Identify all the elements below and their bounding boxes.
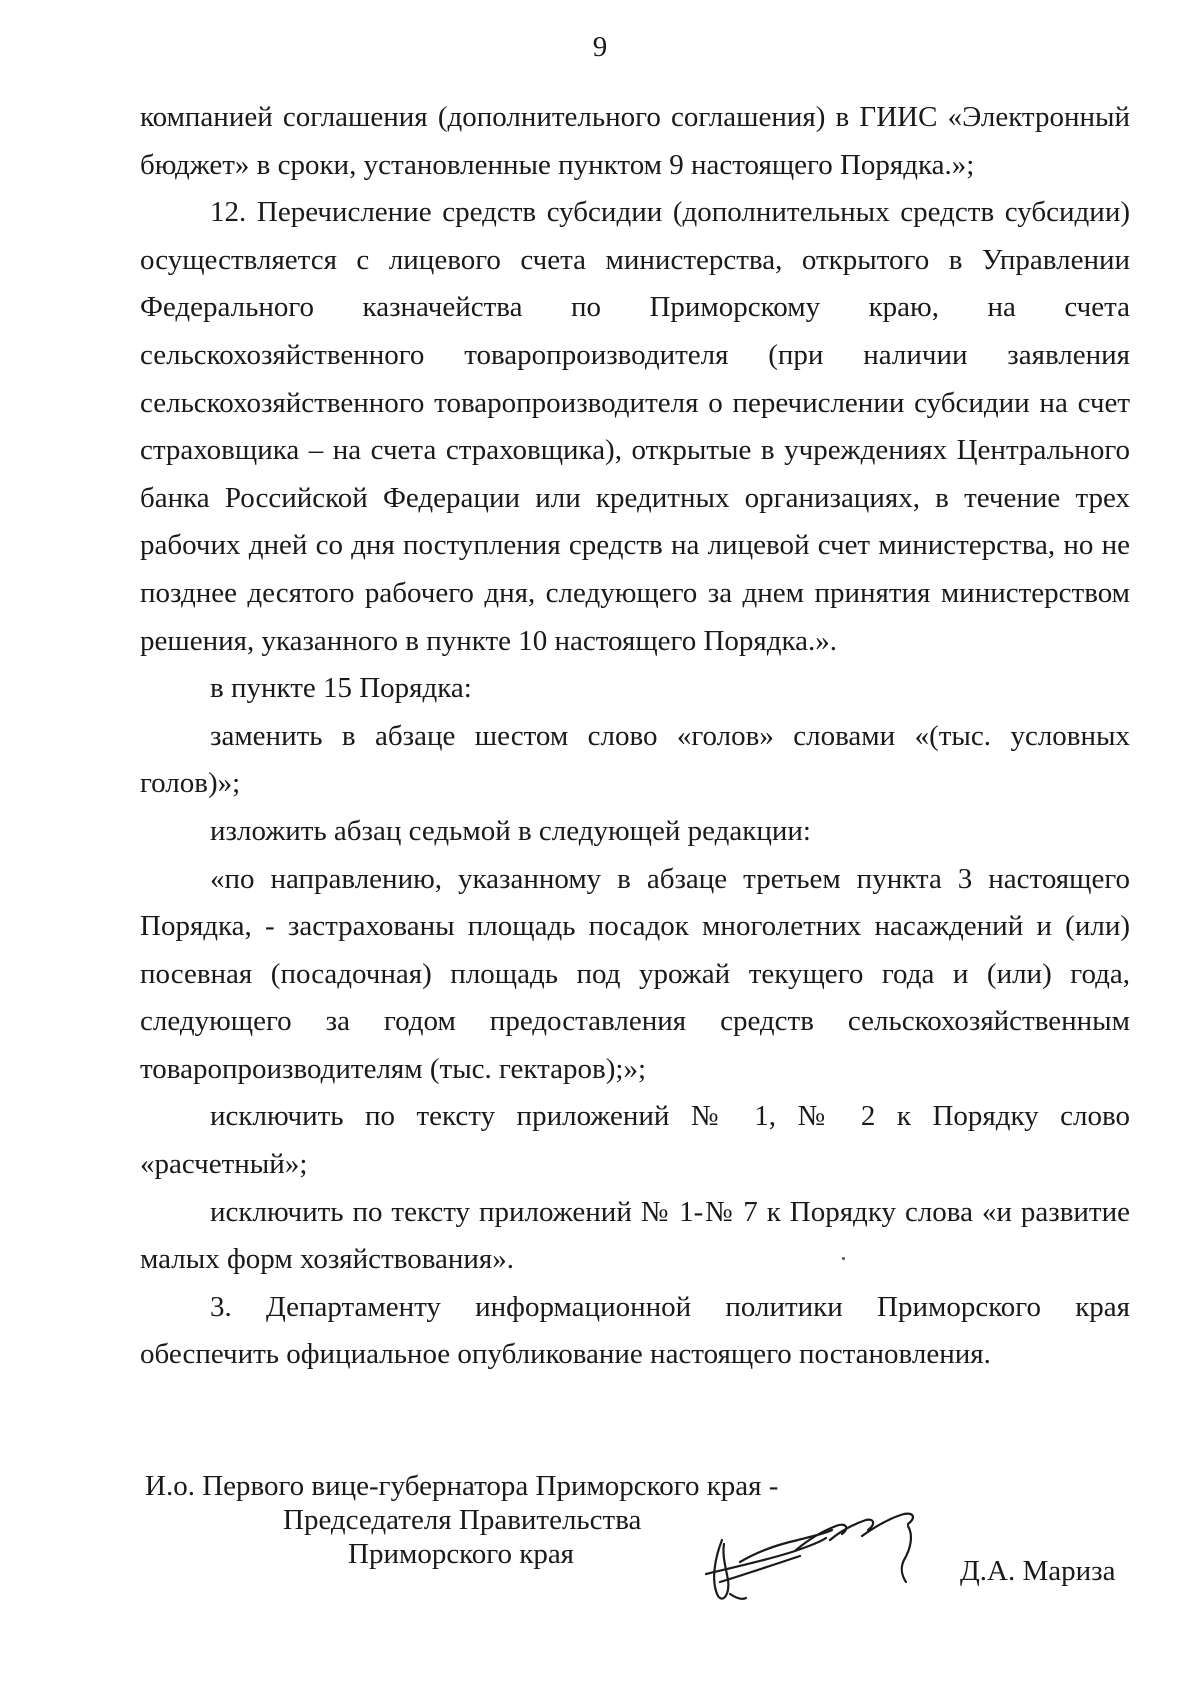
paragraph-replace-word: заменить в абзаце шестом слово «голов» словами «(тыс. условных голов)»;: [140, 719, 1130, 800]
handwritten-signature: [700, 1500, 940, 1610]
scan-speck: [842, 1257, 845, 1260]
signer-name: Д.А. Мариза: [960, 1555, 1116, 1587]
signatory-title-line-3: Приморского края: [348, 1538, 575, 1570]
paragraph-continuation: компанией соглашения (дополнительного соглашения) в ГИИС «Электронный бюджет» в сроки, установленные пунктом 9 настоящего Порядка.»;: [140, 101, 1130, 181]
paragraph-exclude-words: исключить по тексту приложений № 1-№ 7 к Порядку слова «и развитие малых форм хозяйствования».: [140, 1195, 1130, 1276]
paragraph-clause-12: 12. Перечисление средств субсидии (дополнительных средств субсидии) осуществляется с лицевого счета министерства, открытого в Управлении Федерального казначейства по Приморскому краю, на счета сельскохозяйственного товаропроизводителя (при наличии заявления сельскохозяйственного товаропроизводителя о перечислении субсидии на счет страховщика – на счета страховщика), открытые в учреждениях Центрального банка Российской Федерации или кредитных организациях, в течение трех рабочих дней со дня поступления средств на лицевой счет министерства, но не позднее десятого рабочего дня, следующего за днем принятия министерством решения, указанного в пункте 10 настоящего Порядка.».: [140, 196, 1130, 657]
signatory-title-line-2: Председателя Правительства: [283, 1504, 642, 1536]
paragraph-exclude-word: исключить по тексту приложений № 1, № 2 к Порядку слово «расчетный»;: [140, 1100, 1130, 1181]
document-body: [140, 94, 1130, 1379]
paragraph-clause-3: 3. Департаменту информационной политики Приморского края обеспечить официальное опубликование настоящего постановления.: [140, 1290, 1130, 1371]
page-number: 9: [592, 31, 608, 63]
paragraph-restate-intro: изложить абзац седьмой в следующей редакции:: [210, 814, 811, 847]
paragraph-restated-text: «по направлению, указанному в абзаце третьем пункта 3 настоящего Порядка, - застрахованы площадь посадок многолетних насаждений и (или) посевная (посадочная) площадь под урожай текущего года и (или) года, следующего за годом предоставления средств сельскохозяйственным товаропроизводителям (тыс. гектаров);»;: [140, 862, 1130, 1085]
signatory-title-line-1: И.о. Первого вице-губернатора Приморского края -: [145, 1470, 779, 1502]
paragraph-point-15-intro: в пункте 15 Порядка:: [210, 672, 472, 705]
